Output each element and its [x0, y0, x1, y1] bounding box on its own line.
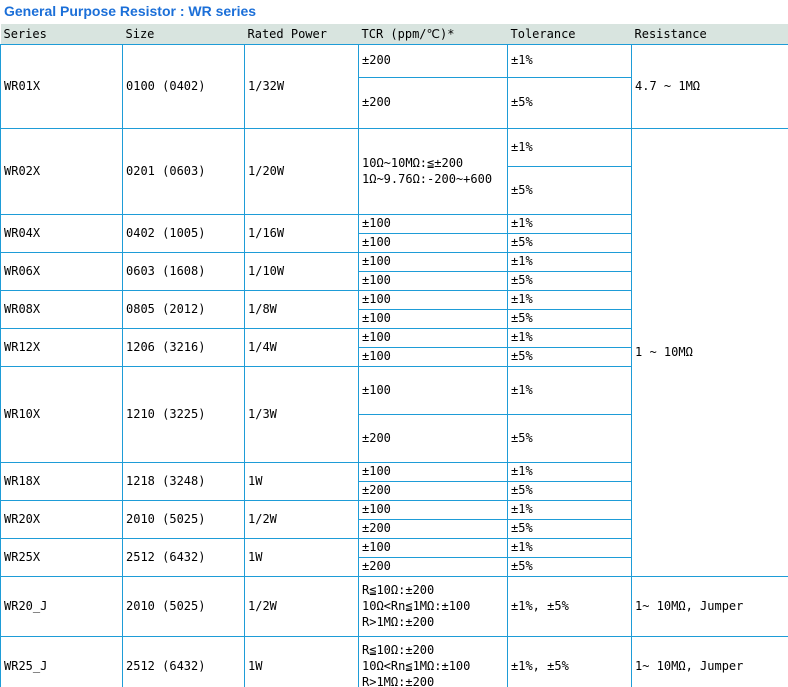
cell-tcr: ±100: [359, 366, 508, 414]
cell-tcr: ±200: [359, 414, 508, 462]
cell-series: WR20_J: [1, 576, 123, 636]
cell-size: 2010 (5025): [123, 500, 245, 538]
cell-resistance: 1~ 10MΩ, Jumper: [632, 576, 788, 636]
cell-rated-power: 1W: [245, 636, 359, 687]
cell-tcr: ±100: [359, 271, 508, 290]
cell-tcr: [359, 636, 508, 687]
cell-resistance: 4.7 ~ 1MΩ: [632, 44, 788, 128]
cell-tcr: ±200: [359, 77, 508, 128]
cell-tolerance: ±1%: [508, 366, 632, 414]
tcr-line: R>1MΩ:±200: [362, 615, 435, 629]
cell-series: WR02X: [1, 128, 123, 214]
tcr-line: 1Ω~9.76Ω:-200~+600: [362, 172, 493, 186]
cell-tolerance: ±5%: [508, 414, 632, 462]
cell-tcr: ±100: [359, 290, 508, 309]
cell-tolerance: ±5%: [508, 481, 632, 500]
cell-rated-power: 1/2W: [245, 500, 359, 538]
cell-tcr: ±100: [359, 462, 508, 481]
cell-series: WR10X: [1, 366, 123, 462]
cell-tcr: ±100: [359, 538, 508, 557]
cell-tcr: ±100: [359, 347, 508, 366]
cell-tcr: ±100: [359, 309, 508, 328]
tcr-line: 10Ω~10MΩ:≦±200: [362, 156, 464, 170]
tcr-line: 10Ω<Rn≦1MΩ:±100: [362, 659, 471, 673]
cell-tcr: ±100: [359, 500, 508, 519]
cell-series: WR12X: [1, 328, 123, 366]
cell-rated-power: 1/8W: [245, 290, 359, 328]
cell-size: 2010 (5025): [123, 576, 245, 636]
cell-series: WR18X: [1, 462, 123, 500]
cell-series: WR06X: [1, 252, 123, 290]
cell-rated-power: 1/4W: [245, 328, 359, 366]
cell-size: 2512 (6432): [123, 636, 245, 687]
col-header-resistance: Resistance: [632, 24, 788, 44]
tcr-line: R>1MΩ:±200: [362, 675, 435, 687]
cell-resistance: 1~ 10MΩ, Jumper: [632, 636, 788, 687]
cell-rated-power: 1W: [245, 462, 359, 500]
cell-tcr: ±100: [359, 233, 508, 252]
col-header-tcr: TCR (ppm/℃)*: [359, 24, 508, 44]
cell-tolerance: ±1%: [508, 462, 632, 481]
cell-rated-power: 1/16W: [245, 214, 359, 252]
cell-tcr: [359, 576, 508, 636]
cell-tolerance: ±5%: [508, 233, 632, 252]
cell-series: WR25X: [1, 538, 123, 576]
cell-series: WR01X: [1, 44, 123, 128]
cell-resistance: 1 ~ 10MΩ: [632, 128, 788, 576]
cell-size: 1210 (3225): [123, 366, 245, 462]
cell-size: 1218 (3248): [123, 462, 245, 500]
cell-tolerance: ±5%: [508, 166, 632, 214]
cell-rated-power: 1W: [245, 538, 359, 576]
cell-tolerance: ±5%: [508, 347, 632, 366]
cell-rated-power: 1/20W: [245, 128, 359, 214]
cell-size: 0100 (0402): [123, 44, 245, 128]
cell-size: 2512 (6432): [123, 538, 245, 576]
cell-tcr: ±200: [359, 481, 508, 500]
cell-tcr: [359, 128, 508, 214]
cell-size: 0402 (1005): [123, 214, 245, 252]
cell-tcr: ±200: [359, 44, 508, 77]
col-header-rated-power: Rated Power: [245, 24, 359, 44]
cell-size: 0805 (2012): [123, 290, 245, 328]
cell-tcr: ±100: [359, 328, 508, 347]
cell-series: WR20X: [1, 500, 123, 538]
cell-size: 1206 (3216): [123, 328, 245, 366]
cell-series: WR25_J: [1, 636, 123, 687]
tcr-line: 10Ω<Rn≦1MΩ:±100: [362, 599, 471, 613]
cell-tolerance: ±1%: [508, 44, 632, 77]
tcr-line: R≦10Ω:±200: [362, 583, 435, 597]
cell-size: 0603 (1608): [123, 252, 245, 290]
cell-tolerance: ±5%: [508, 557, 632, 576]
cell-rated-power: 1/3W: [245, 366, 359, 462]
cell-tolerance: ±1%: [508, 290, 632, 309]
resistor-spec-table: [0, 24, 788, 687]
cell-tolerance: ±1%: [508, 538, 632, 557]
cell-tolerance: ±1%: [508, 328, 632, 347]
page-title: General Purpose Resistor : WR series: [4, 3, 257, 19]
cell-tcr: ±200: [359, 519, 508, 538]
cell-tolerance: ±5%: [508, 271, 632, 290]
cell-series: WR08X: [1, 290, 123, 328]
cell-series: WR04X: [1, 214, 123, 252]
cell-size: 0201 (0603): [123, 128, 245, 214]
tcr-line: R≦10Ω:±200: [362, 643, 435, 657]
cell-rated-power: 1/10W: [245, 252, 359, 290]
cell-tolerance: ±1%: [508, 214, 632, 233]
cell-tolerance: ±5%: [508, 77, 632, 128]
cell-tolerance: ±1%, ±5%: [508, 576, 632, 636]
col-header-tolerance: Tolerance: [508, 24, 632, 44]
cell-tolerance: ±5%: [508, 519, 632, 538]
cell-rated-power: 1/2W: [245, 576, 359, 636]
col-header-series: Series: [1, 24, 123, 44]
cell-tolerance: ±1%: [508, 500, 632, 519]
table-row: [1, 576, 788, 636]
cell-tcr: ±100: [359, 214, 508, 233]
cell-tolerance: ±5%: [508, 309, 632, 328]
cell-rated-power: 1/32W: [245, 44, 359, 128]
col-header-size: Size: [123, 24, 245, 44]
cell-tcr: ±100: [359, 252, 508, 271]
header-row: [1, 24, 788, 44]
cell-tcr: ±200: [359, 557, 508, 576]
table-row: [1, 636, 788, 687]
cell-tolerance: ±1%: [508, 128, 632, 166]
table-row: [1, 44, 788, 77]
table-row: [1, 128, 788, 166]
cell-tolerance: ±1%, ±5%: [508, 636, 632, 687]
cell-tolerance: ±1%: [508, 252, 632, 271]
